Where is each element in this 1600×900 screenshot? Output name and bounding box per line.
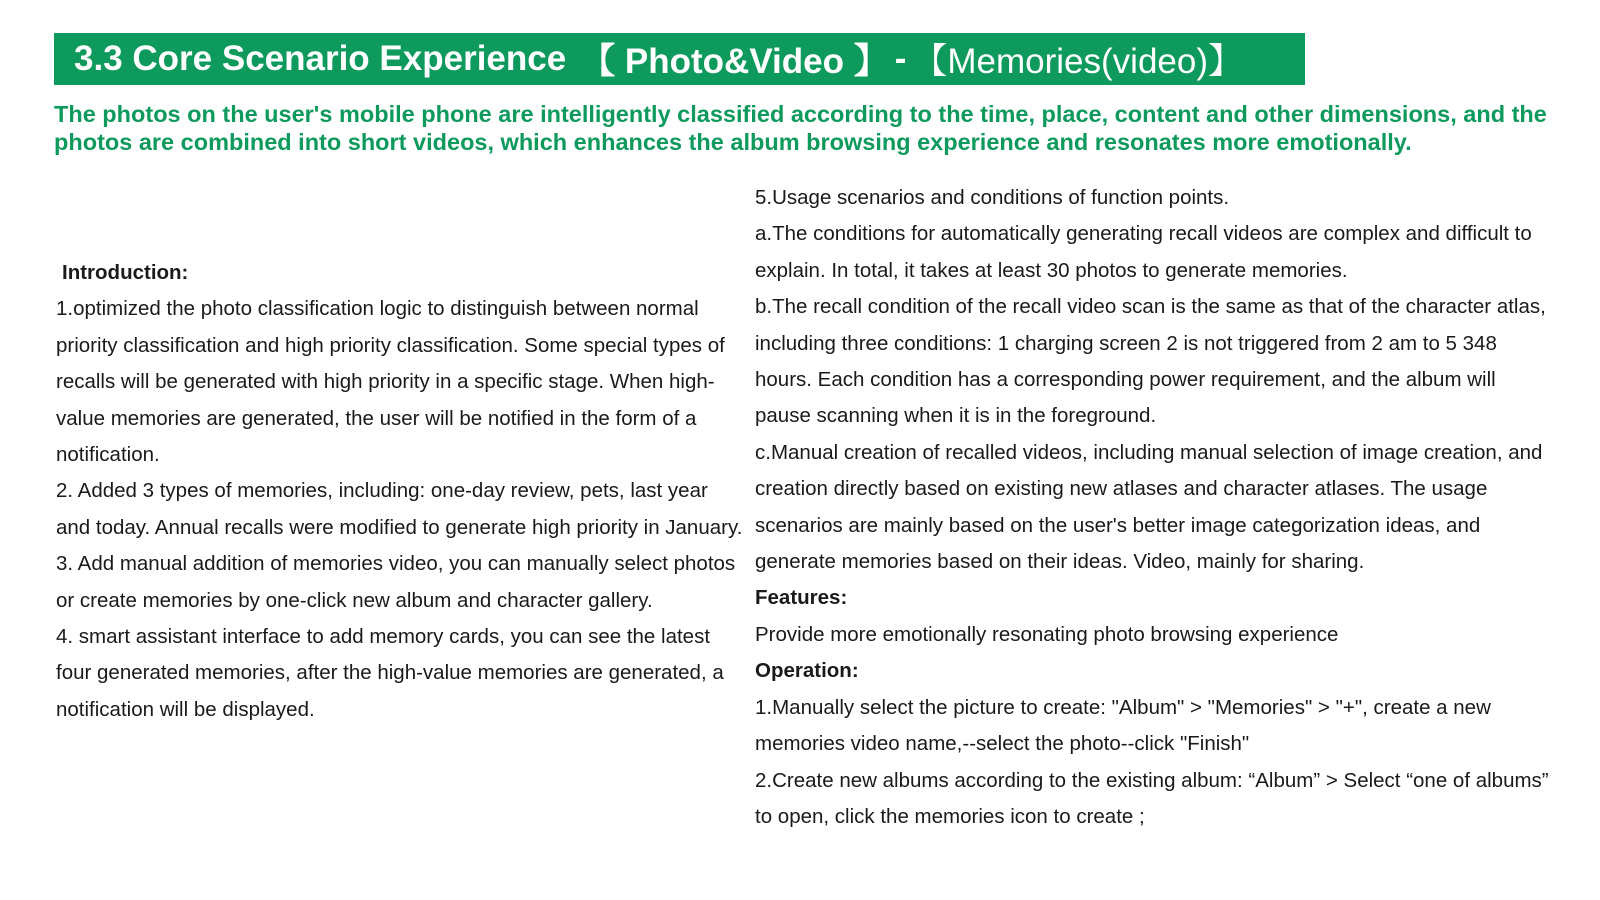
operation-item: 2.Create new albums according to the existing album: “Album” > Select “one of albums” to open, click the memories icon to create ; (755, 768, 1549, 828)
details-column (755, 180, 1555, 835)
subtitle: The photos on the user's mobile phone are intelligently classified according to the time, place, content and other dimensions, and the photos are combined into short videos, which enhances the album browsing experience and resonates more emotionally. (54, 101, 1547, 155)
usage-item: c.Manual creation of recalled videos, including manual selection of image creation, and creation directly based on existing new atlases and character atlases. The usage scenarios are mainly based on the user's better image categorization ideas, and generate memories based on their ideas. Video, mainly for sharing. (755, 440, 1543, 574)
usage-heading: 5.Usage scenarios and conditions of function points. (755, 186, 1230, 209)
title-tag-memories: 【Memories(video)】 (912, 42, 1243, 81)
introduction-item: 3. Add manual addition of memories video, you can manually select photos or create memories by one-click new album and character gallery. (56, 552, 736, 612)
title-main: 3.3 Core Scenario Experience (74, 39, 567, 78)
features-text: Provide more emotionally resonating photo browsing experience (755, 622, 1339, 646)
usage-item: b.The recall condition of the recall video scan is the same as that of the character atlas, including three conditions: 1 charging screen 2 is not triggered from 2 am to 5 348 hours. Each condition has a corresponding power requirement, and the album will pause scanning when it is in the foreground. (755, 295, 1546, 428)
introduction-item: 2. Added 3 types of memories, including: one-day review, pets, last year and today. Annual recalls were modified to generate high priority in January. (56, 479, 743, 539)
title-tag-photo-video: 【 Photo&Video 】 (580, 42, 889, 81)
operation-item: 1.Manually select the picture to create: "Album" > "Memories" > "+", create a new memories video name,--select the photo--click "Finish" (755, 695, 1491, 756)
introduction-column (56, 255, 746, 728)
introduction-item: 1.optimized the photo classification logic to distinguish between normal priority classification and high priority classification. Some special types of recalls will be generated with high priority in a specific stage. When high-value memories are generated, the user will be notified in the form of a notification. (56, 297, 725, 467)
title-bar (54, 33, 1305, 85)
operation-heading: Operation: (755, 659, 859, 683)
introduction-item: 4. smart assistant interface to add memory cards, you can see the latest four generated memories, after the high-value memories are generated, a notification will be displayed. (56, 625, 724, 721)
title-separator: - (894, 39, 907, 78)
introduction-heading: Introduction: (62, 261, 189, 284)
features-heading: Features: (755, 586, 848, 610)
usage-item: a.The conditions for automatically generating recall videos are complex and difficult to explain. In total, it takes at least 30 photos to generate memories. (755, 222, 1532, 282)
